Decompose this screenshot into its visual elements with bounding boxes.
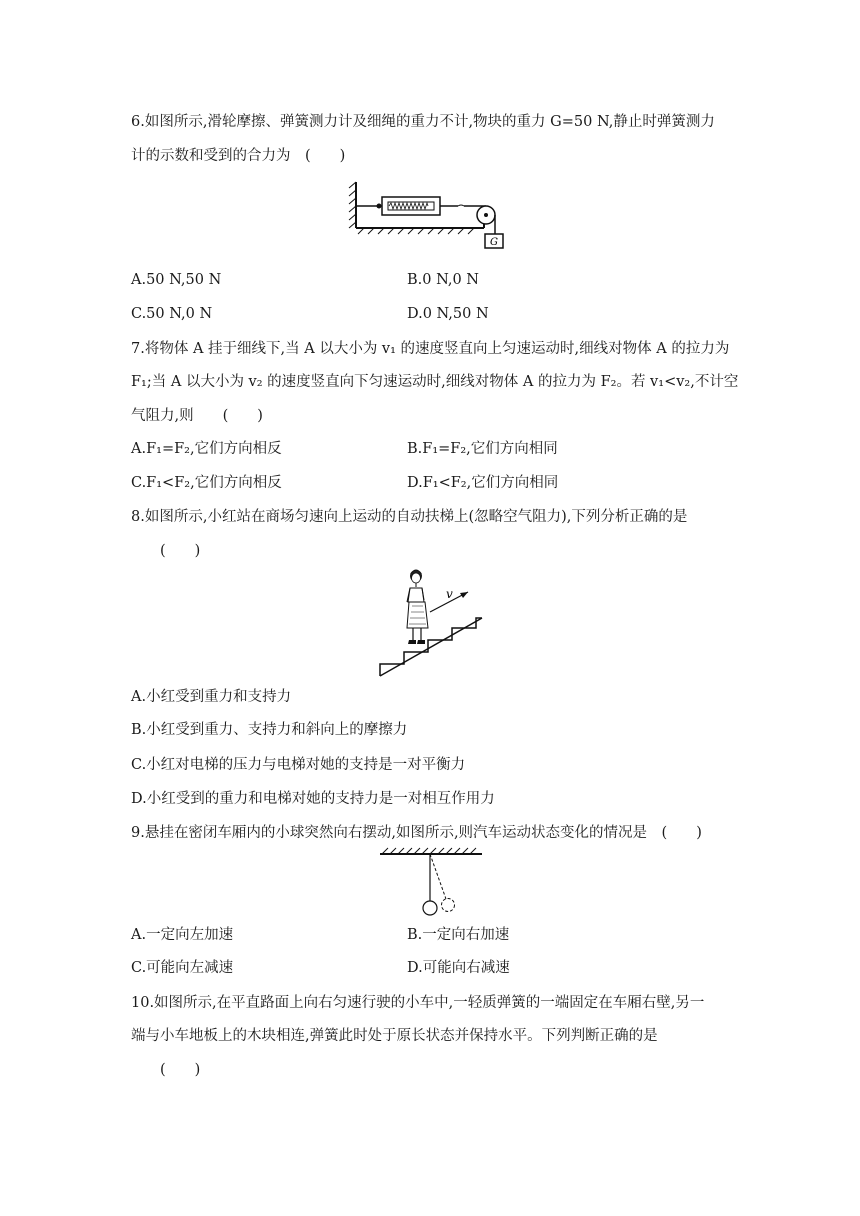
q8-option-b[interactable]: B.小红受到重力、支持力和斜向上的摩擦力 — [131, 722, 408, 738]
q9-stem-line1: 9.悬挂在密闭车厢内的小球突然向右摆动,如图所示,则汽车运动状态变化的情况是 ( ) — [131, 825, 702, 841]
q9-option-c[interactable]: C.可能向左减速 — [131, 960, 234, 976]
q7-stem-line1: 7.将物体 A 挂于细线下,当 A 以大小为 v₁ 的速度竖直向上匀速运动时,细线对物体 A 的拉力为 — [131, 341, 730, 357]
q7-stem-line3: 气阻力,则 ( ) — [131, 408, 263, 424]
q7-option-c[interactable]: C.F₁<F₂,它们方向相反 — [131, 475, 282, 491]
q10-stem-line1: 10.如图所示,在平直路面上向右匀速行驶的小车中,一轻质弹簧的一端固定在车厢右壁,另一 — [131, 995, 705, 1011]
q8-stem-line2: ( ) — [160, 543, 201, 559]
q6-stem-line2: 计的示数和受到的合力为 ( ) — [131, 148, 346, 164]
q9-option-d[interactable]: D.可能向右减速 — [407, 960, 510, 976]
q8-option-d[interactable]: D.小红受到的重力和电梯对她的支持力是一对相互作用力 — [131, 791, 495, 807]
q6-option-c[interactable]: C.50 N,0 N — [131, 306, 213, 322]
q9-option-b[interactable]: B.一定向右加速 — [407, 927, 510, 943]
q7-option-b[interactable]: B.F₁=F₂,它们方向相同 — [407, 441, 558, 457]
q7-stem-line2: F₁;当 A 以大小为 v₂ 的速度竖直向下匀速运动时,细线对物体 A 的拉力为 F₂。若 v₁<v₂,不计空 — [131, 374, 739, 390]
q6-option-b[interactable]: B.0 N,0 N — [407, 272, 479, 288]
q7-option-a[interactable]: A.F₁=F₂,它们方向相反 — [131, 441, 282, 457]
q8-velocity-label: v — [446, 587, 453, 601]
q8-option-a[interactable]: A.小红受到重力和支持力 — [131, 689, 292, 705]
q6-weight-label: G — [490, 237, 498, 248]
q6-option-d[interactable]: D.0 N,50 N — [407, 306, 489, 322]
q6-stem-line1: 6.如图所示,滑轮摩擦、弹簧测力计及细绳的重力不计,物块的重力 G=50 N,静止时弹簧测力 — [131, 114, 715, 130]
q8-option-c[interactable]: C.小红对电梯的压力与电梯对她的支持是一对平衡力 — [131, 757, 466, 773]
q10-stem-line2: 端与小车地板上的木块相连,弹簧此时处于原长状态并保持水平。下列判断正确的是 — [131, 1028, 658, 1044]
q10-stem-line3: ( ) — [160, 1062, 201, 1078]
q9-pendulum-figure — [376, 846, 486, 916]
q8-stem-line1: 8.如图所示,小红站在商场匀速向上运动的自动扶梯上(忽略空气阻力),下列分析正确的是 — [131, 509, 688, 525]
q9-option-a[interactable]: A.一定向左加速 — [131, 927, 234, 943]
q8-escalator-figure — [376, 566, 486, 680]
q6-option-a[interactable]: A.50 N,50 N — [131, 272, 222, 288]
q6-spring-scale-pulley-figure — [348, 178, 508, 254]
q7-option-d[interactable]: D.F₁<F₂,它们方向相同 — [407, 475, 559, 491]
